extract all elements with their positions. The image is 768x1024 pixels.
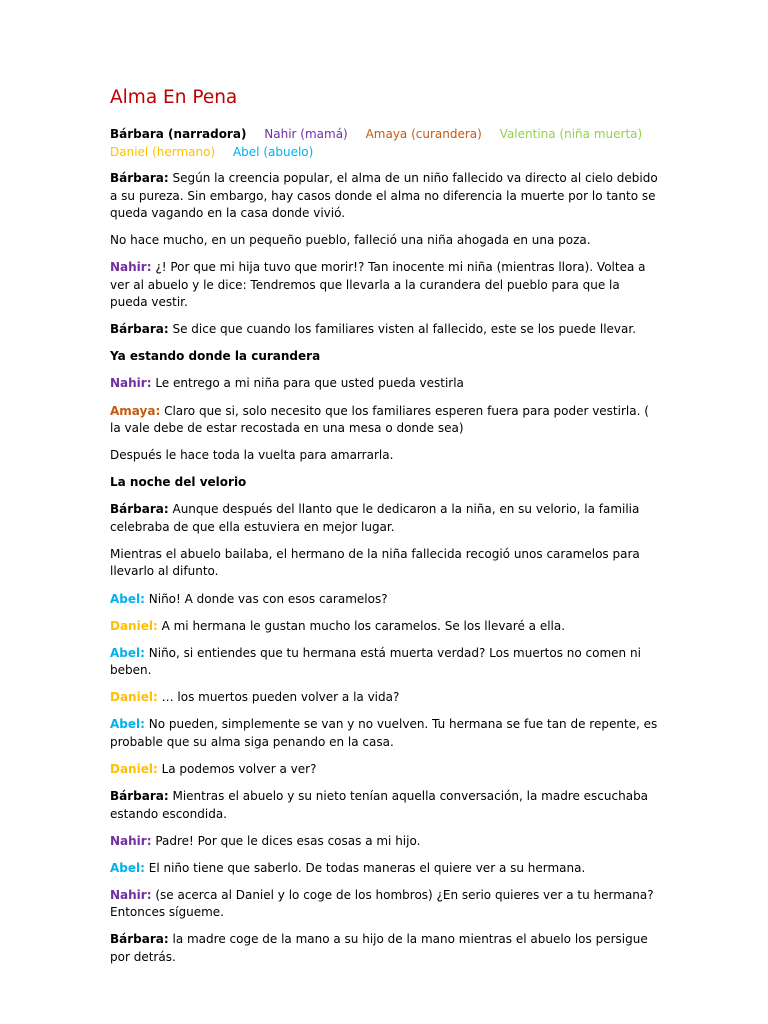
cast-member-abel: Abel (abuelo) [232,144,314,159]
paragraph-text: Niño! A donde vas con esos caramelos? [144,591,388,606]
paragraph-text: El niño tiene que saberlo. De todas maneras el quiere ver a su hermana. [144,860,586,875]
speaker-label: Nahir: [110,887,152,902]
speaker-label: Abel: [110,591,145,606]
speaker-label: Nahir: [110,833,152,848]
script-paragraph [110,348,660,366]
paragraph-text: Claro que si, solo necesito que los familiares esperen fuera para poder vestirla. ( la vale debe de estar recostada en una mesa o donde sea) [110,403,649,436]
document-page [110,84,660,976]
speaker-label: Nahir: [110,260,152,275]
script-paragraph [110,788,660,823]
paragraph-text: Se dice que cuando los familiares visten al fallecido, este se los puede llevar. [168,322,637,337]
script-paragraph [110,618,660,636]
document-title: Alma En Pena [110,87,238,108]
paragraph-text: A mi hermana le gustan mucho los caramelos. Se los llevaré a ella. [157,618,566,633]
script-paragraph [110,321,660,339]
paragraph-text: (se acerca al Daniel y lo coge de los hombros) ¿En serio quieres ver a tu hermana? Entonces sígueme. [110,887,654,920]
script-paragraph [110,887,660,922]
paragraph-text: Mientras el abuelo bailaba, el hermano de la niña fallecida recogió unos caramelos para llevarlo al difunto. [110,546,640,579]
paragraph-text: Niño, si entiendes que tu hermana está muerta verdad? Los muertos no comen ni beben. [110,645,641,678]
speaker-label: Bárbara: [110,171,169,185]
speaker-label: Bárbara: [110,932,169,947]
paragraph-text: Padre! Por que le dices esas cosas a mi hijo. [151,833,421,848]
paragraph-text: Mientras el abuelo y su nieto tenían aquella conversación, la madre escuchaba estando escondida. [110,789,649,821]
script-paragraph [110,170,660,223]
script-paragraph [110,474,660,492]
speaker-label: Abel: [110,645,145,660]
speaker-label: Daniel: [110,762,158,776]
paragraph-text: la madre coge de la mano a su hijo de la mano mientras el abuelo los persigue por detrás. [110,932,648,964]
script-paragraph [110,375,660,393]
speaker-label: Daniel: [110,690,158,705]
script-paragraph [110,232,660,250]
paragraph-text: La noche del velorio [110,475,247,490]
speaker-label: Bárbara: [110,789,169,804]
paragraph-text: No pueden, simplemente se van y no vuelven. Tu hermana se fue tan de repente, es probable que su alma siga penando en la casa. [110,717,658,749]
speaker-label: Abel: [110,717,145,732]
speaker-label: Bárbara: [110,502,169,517]
script-body [110,170,660,966]
script-paragraph [110,689,660,707]
paragraph-text: Según la creencia popular, el alma de un niño fallecido va directo al cielo debido a su pureza. Sin embargo, hay casos donde el alma no diferencia la muerte por lo tanto se queda vagando en la casa donde vivió. [110,171,658,220]
script-paragraph [110,259,660,312]
script-paragraph [110,860,660,878]
paragraph-text: Después le hace toda la vuelta para amarrarla. [110,448,394,463]
paragraph-text: No hace mucho, en un pequeño pueblo, falleció una niña ahogada en una poza. [110,233,591,248]
speaker-label: Nahir: [110,376,152,391]
script-paragraph [110,761,660,779]
cast-member-daniel: Daniel (hermano) [110,144,216,159]
cast-member-nahir: Nahir (mamá) [264,127,348,141]
speaker-label: Daniel: [110,618,158,633]
paragraph-text: Aunque después del llanto que le dedicaron a la niña, en su velorio, la familia celebraba de que ella estuviera en mejor lugar. [110,502,640,534]
speaker-label: Abel: [110,860,145,875]
paragraph-text: Le entrego a mi niña para que usted pueda vestirla [151,376,464,391]
paragraph-text: ¿! Por que mi hija tuvo que morir!? Tan inocente mi niña (mientras llora). Voltea a ver al abuelo y le dice: Tendremos que llevarla a la curandera del pueblo para que la pueda vestir. [110,260,646,310]
paragraph-text: Ya estando donde la curandera [110,349,321,364]
script-paragraph [110,645,660,680]
cast-member-valentina: Valentina (niña muerta) [499,127,643,141]
script-paragraph [110,546,660,581]
script-paragraph [110,931,660,966]
script-paragraph [110,501,660,536]
paragraph-text: La podemos volver a ver? [157,762,317,776]
cast-member-barbara: Bárbara (narradora) [110,127,247,141]
script-paragraph [110,833,660,851]
script-paragraph [110,716,660,751]
script-paragraph [110,403,660,438]
speaker-label: Bárbara: [110,322,169,337]
script-paragraph [110,591,660,609]
paragraph-text: … los muertos pueden volver a la vida? [157,690,400,705]
cast-member-amaya: Amaya (curandera) [365,127,482,141]
speaker-label: Amaya: [110,403,161,418]
script-paragraph [110,447,660,465]
cast-list [110,126,660,161]
